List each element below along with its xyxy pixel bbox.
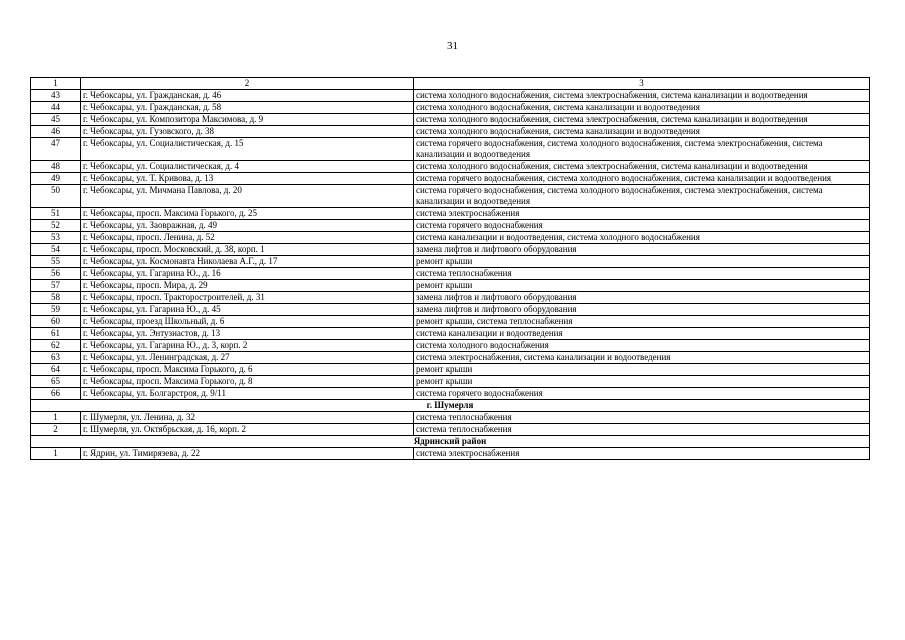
row-number: 53 <box>31 232 81 244</box>
row-number: 64 <box>31 364 81 376</box>
row-works: система холодного водоснабжения, система канализации и водоотведения <box>414 102 870 114</box>
table-header-row <box>31 78 870 90</box>
row-works: система горячего водоснабжения <box>414 220 870 232</box>
row-works: система канализации и водоотведения <box>414 328 870 340</box>
row-number: 55 <box>31 256 81 268</box>
table-row <box>31 304 870 316</box>
table-row <box>31 90 870 102</box>
row-works: система холодного водоснабжения <box>414 340 870 352</box>
row-address: г. Ядрин, ул. Тимирязева, д. 22 <box>81 448 414 460</box>
table-row <box>31 388 870 400</box>
table-row <box>31 256 870 268</box>
row-number: 54 <box>31 244 81 256</box>
row-number: 58 <box>31 292 81 304</box>
row-address: г. Чебоксары, просп. Тракторостроителей, д. 31 <box>81 292 414 304</box>
table-row <box>31 424 870 436</box>
row-number: 62 <box>31 340 81 352</box>
row-works: ремонт крыши <box>414 256 870 268</box>
row-number: 45 <box>31 114 81 126</box>
row-works: система холодного водоснабжения, система электроснабжения, система канализации и водоотведения <box>414 161 870 173</box>
row-works: система канализации и водоотведения, система холодного водоснабжения <box>414 232 870 244</box>
row-number: 49 <box>31 173 81 185</box>
row-number: 57 <box>31 280 81 292</box>
row-works: система холодного водоснабжения, система электроснабжения, система канализации и водоотведения <box>414 114 870 126</box>
row-number: 52 <box>31 220 81 232</box>
row-works: ремонт крыши <box>414 280 870 292</box>
table-row <box>31 232 870 244</box>
row-number: 46 <box>31 126 81 138</box>
row-address: г. Чебоксары, просп. Максима Горького, д. 25 <box>81 208 414 220</box>
row-works: система теплоснабжения <box>414 268 870 280</box>
row-number: 61 <box>31 328 81 340</box>
table-row <box>31 412 870 424</box>
row-address: г. Чебоксары, ул. Мичмана Павлова, д. 20 <box>81 185 414 208</box>
row-address: г. Чебоксары, ул. Гагарина Ю., д. 45 <box>81 304 414 316</box>
row-number: 66 <box>31 388 81 400</box>
row-works: система горячего водоснабжения, система холодного водоснабжения, система электроснабжения, система канализации и водоотведения <box>414 185 870 208</box>
row-address: г. Шумерля, ул. Октябрьская, д. 16, корп. 2 <box>81 424 414 436</box>
row-works: замена лифтов и лифтового оборудования <box>414 304 870 316</box>
header-col-works: 3 <box>414 78 870 90</box>
row-address: г. Чебоксары, ул. Гражданская, д. 58 <box>81 102 414 114</box>
header-col-number: 1 <box>31 78 81 90</box>
row-works: система холодного водоснабжения, система канализации и водоотведения <box>414 126 870 138</box>
row-address: г. Чебоксары, ул. Социалистическая, д. 4 <box>81 161 414 173</box>
row-number: 43 <box>31 90 81 102</box>
page-number: 31 <box>447 40 458 52</box>
table-row <box>31 376 870 388</box>
row-address: г. Чебоксары, просп. Московский, д. 38, корп. 1 <box>81 244 414 256</box>
works-table-body <box>31 78 870 460</box>
row-number: 59 <box>31 304 81 316</box>
table-row <box>31 126 870 138</box>
table-row <box>31 292 870 304</box>
header-col-address: 2 <box>81 78 414 90</box>
row-number: 50 <box>31 185 81 208</box>
section-title: г. Шумерля <box>31 400 870 412</box>
row-address: г. Чебоксары, просп. Максима Горького, д. 8 <box>81 376 414 388</box>
row-number: 1 <box>31 412 81 424</box>
row-works: система холодного водоснабжения, система электроснабжения, система канализации и водоотведения <box>414 90 870 102</box>
section-header-row <box>31 436 870 448</box>
table-row <box>31 328 870 340</box>
table-row <box>31 316 870 328</box>
row-number: 44 <box>31 102 81 114</box>
row-works: система электроснабжения <box>414 448 870 460</box>
row-address: г. Чебоксары, ул. Болгарстроя, д. 9/11 <box>81 388 414 400</box>
section-title: Ядринский район <box>31 436 870 448</box>
row-address: г. Чебоксары, ул. Композитора Максимова, д. 9 <box>81 114 414 126</box>
row-address: г. Чебоксары, просп. Ленина, д. 52 <box>81 232 414 244</box>
row-works: система электроснабжения <box>414 208 870 220</box>
table-row <box>31 340 870 352</box>
table-row <box>31 220 870 232</box>
row-address: г. Чебоксары, ул. Гражданская, д. 46 <box>81 90 414 102</box>
row-number: 1 <box>31 448 81 460</box>
section-header-row <box>31 400 870 412</box>
row-number: 2 <box>31 424 81 436</box>
table-row <box>31 102 870 114</box>
works-table <box>30 77 870 460</box>
row-works: система горячего водоснабжения <box>414 388 870 400</box>
table-row <box>31 173 870 185</box>
table-row <box>31 364 870 376</box>
row-address: г. Чебоксары, ул. Гузовского, д. 38 <box>81 126 414 138</box>
row-works: система теплоснабжения <box>414 424 870 436</box>
row-works: замена лифтов и лифтового оборудования <box>414 244 870 256</box>
row-works: ремонт крыши <box>414 364 870 376</box>
row-address: г. Чебоксары, ул. Гагарина Ю., д. 16 <box>81 268 414 280</box>
row-number: 47 <box>31 138 81 161</box>
row-works: ремонт крыши, система теплоснабжения <box>414 316 870 328</box>
row-address: г. Чебоксары, ул. Ленинградская, д. 27 <box>81 352 414 364</box>
row-works: ремонт крыши <box>414 376 870 388</box>
row-number: 63 <box>31 352 81 364</box>
table-row <box>31 185 870 208</box>
row-works: система электроснабжения, система канализации и водоотведения <box>414 352 870 364</box>
table-row <box>31 161 870 173</box>
row-address: г. Чебоксары, ул. Гагарина Ю., д. 3, корп. 2 <box>81 340 414 352</box>
table-row <box>31 138 870 161</box>
row-address: г. Шумерля, ул. Ленина, д. 32 <box>81 412 414 424</box>
row-number: 51 <box>31 208 81 220</box>
row-number: 65 <box>31 376 81 388</box>
row-address: г. Чебоксары, ул. Заовражная, д. 49 <box>81 220 414 232</box>
row-number: 56 <box>31 268 81 280</box>
table-row <box>31 268 870 280</box>
table-row <box>31 244 870 256</box>
row-address: г. Чебоксары, просп. Мира, д. 29 <box>81 280 414 292</box>
row-address: г. Чебоксары, ул. Т. Кривова, д. 13 <box>81 173 414 185</box>
table-row <box>31 352 870 364</box>
row-address: г. Чебоксары, ул. Энтузиастов, д. 13 <box>81 328 414 340</box>
table-row <box>31 114 870 126</box>
row-address: г. Чебоксары, ул. Космонавта Николаева А.Г., д. 17 <box>81 256 414 268</box>
row-works: система горячего водоснабжения, система холодного водоснабжения, система электроснабжения, система канализации и водоотведения <box>414 138 870 161</box>
row-works: система горячего водоснабжения, система холодного водоснабжения, система канализации и водоотведения <box>414 173 870 185</box>
row-number: 48 <box>31 161 81 173</box>
table-row <box>31 208 870 220</box>
row-address: г. Чебоксары, ул. Социалистическая, д. 15 <box>81 138 414 161</box>
table-row <box>31 448 870 460</box>
table-row <box>31 280 870 292</box>
row-works: система теплоснабжения <box>414 412 870 424</box>
row-address: г. Чебоксары, просп. Максима Горького, д. 6 <box>81 364 414 376</box>
row-number: 60 <box>31 316 81 328</box>
row-address: г. Чебоксары, проезд Школьный, д. 6 <box>81 316 414 328</box>
row-works: замена лифтов и лифтового оборудования <box>414 292 870 304</box>
